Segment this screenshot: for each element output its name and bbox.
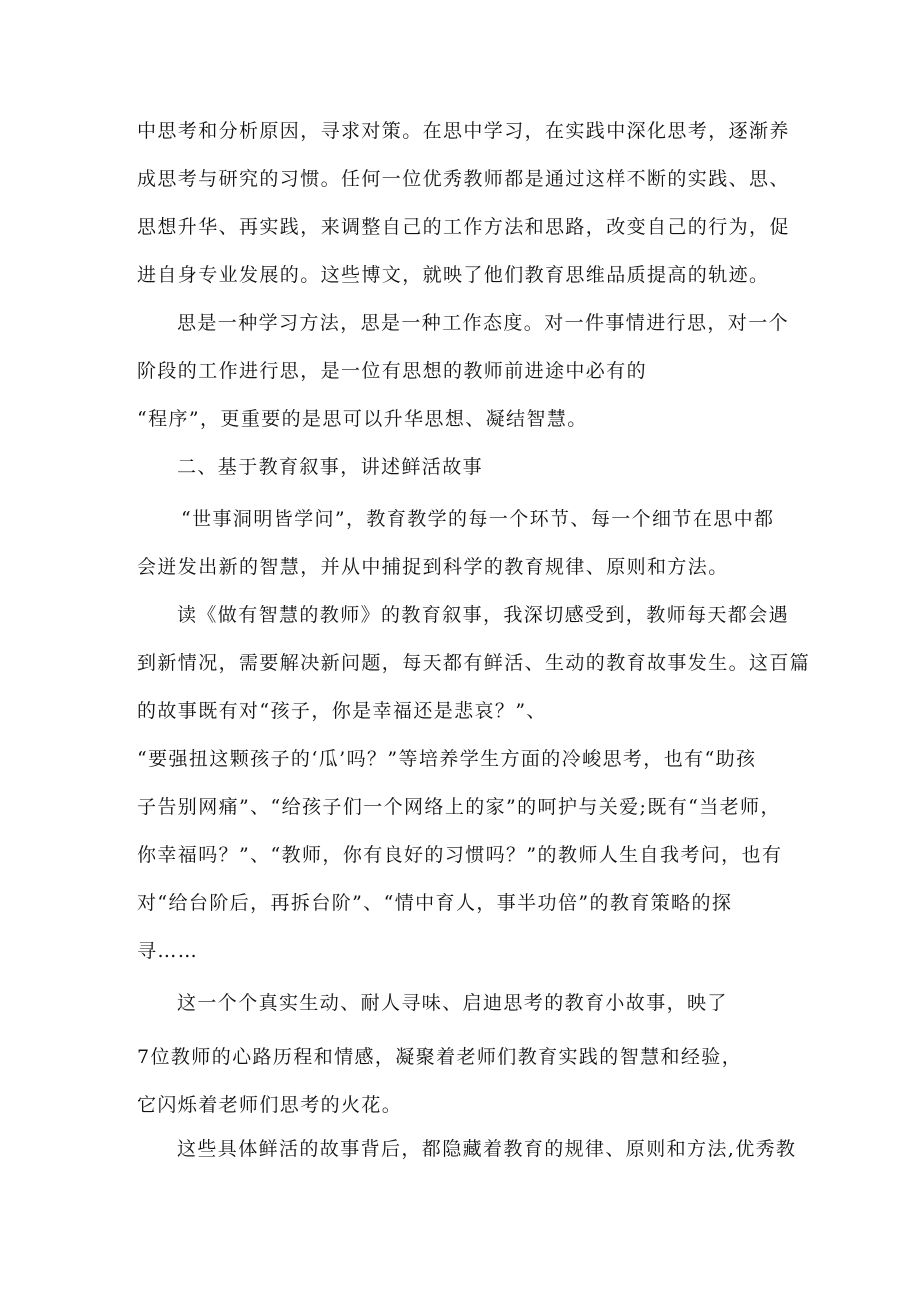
text-line-3: 思想升华、再实践，来调整自己的工作方法和思路，改变自己的行为，促 xyxy=(137,216,790,238)
text-line-16: 你幸福吗？”、“教师，你有良好的习惯吗？”的教师人生自我考问，也有 xyxy=(137,844,783,866)
text-line-21: 它闪烁着老师们思考的火花。 xyxy=(137,1094,403,1116)
text-line-7: “程序”，更重要的是思可以升华思想、凝结智慧。 xyxy=(137,408,588,430)
text-line-12: 到新情况，需要解决新问题，每天都有鲜活、生动的教育故事发生。这百篇 xyxy=(137,652,811,674)
text-line-17: 对“给台阶后，再拆台阶”、“情中育人，事半功倍”的教育策略的探 xyxy=(137,892,733,914)
text-line-22: 这些具体鲜活的故事背后，都隐藏着教育的规律、原则和方法,优秀教 xyxy=(177,1138,797,1160)
text-line-19: 这一个个真实生动、耐人寻味、启迪思考的教育小故事，映了 xyxy=(177,992,728,1014)
text-line-4: 进自身专业发展的。这些博文，就映了他们教育思维品质提高的轨迹。 xyxy=(137,264,770,286)
text-line-9: “世事洞明皆学问”，教育教学的每一个环节、每一个细节在思中都 xyxy=(181,508,775,530)
text-line-11: 读《做有智慧的教师》的教育叙事，我深切感受到，教师每天都会遇 xyxy=(177,604,790,626)
text-line-20: 7位教师的心路历程和情感，凝聚着老师们教育实践的智慧和经验， xyxy=(137,1046,743,1068)
text-line-15: 子告别网痛”、“给孩子们一个网络上的家”的呵护与关爱;既有“当老师， xyxy=(137,796,781,818)
text-line-1: 中思考和分析原因，寻求对策。在思中学习，在实践中深化思考，逐渐养 xyxy=(137,120,790,142)
text-line-18: 寻…… xyxy=(137,940,199,962)
text-line-13: 的故事既有对“孩子，你是幸福还是悲哀？”、 xyxy=(137,700,547,722)
text-line-2: 成思考与研究的习惯。任何一位优秀教师都是通过这样不断的实践、思、 xyxy=(137,168,790,190)
text-line-6: 阶段的工作进行思，是一位有思想的教师前进途中必有的 xyxy=(137,360,648,382)
text-line-10: 会迸发出新的智慧，并从中捕捉到科学的教育规律、原则和方法。 xyxy=(137,556,729,578)
text-line-5: 思是一种学习方法，思是一种工作态度。对一件事情进行思，对一个 xyxy=(177,312,790,334)
text-line-14: “要强扭这颗孩子的‘瓜’吗？”等培养学生方面的冷峻思考，也有“助孩 xyxy=(137,748,757,770)
section-heading: 二、基于教育叙事，讲述鲜活故事 xyxy=(177,456,484,478)
